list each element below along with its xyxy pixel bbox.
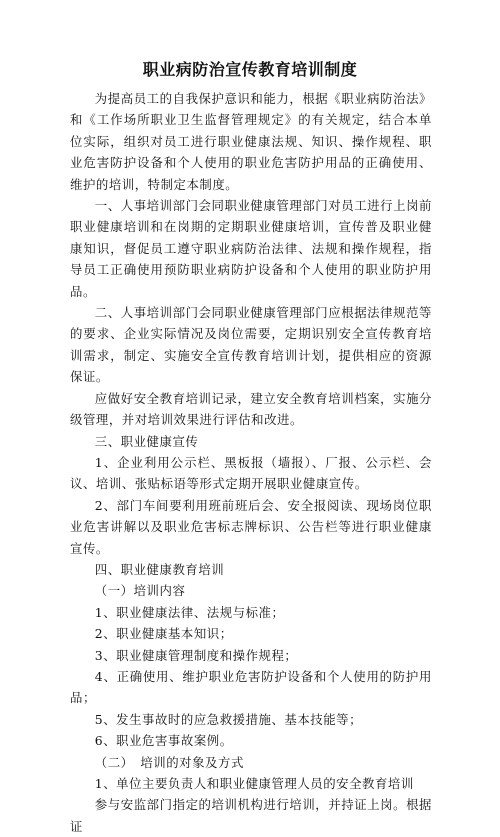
paragraph-intro: 为提高员工的自我保护意识和能力，根据《职业病防治法》和《工作场所职业卫生监督管理规定》的有关规定，结合本单位实际，组织对员工进行职业健康法规、知识、操作规程、职业危害防护设备和个人使用的职业危害防护用品的正确使用、维护的培训，特制定本制度。 (70, 91, 432, 192)
document-body (70, 88, 432, 837)
list-item-6: 6、职业危害事故案例。 (94, 733, 233, 749)
list-item-1: 1、职业健康法律、法规与标准； (94, 604, 285, 620)
list-item-4: 4、正确使用、维护职业危害防护设备和个人使用的防护用品； (70, 668, 432, 706)
heading-section-3: 三、职业健康宣传 (94, 433, 199, 449)
paragraph-section-1: 一、人事培训部门会同职业健康管理部门对员工进行上岗前职业健康培训和在岗期的定期职业健康培训，宣传普及职业健康知识，督促员工遵守职业病防治法律、法规和操作规程，指导员工正确使用预防职业病防护设备和个人使用的职业防护用品。 (70, 198, 432, 299)
list-item-5: 5、发生事故时的应急救援措施、基本技能等； (94, 711, 363, 727)
heading-section-4: 四、职业健康教育培训 (94, 561, 225, 577)
paragraph-targets-1-detail: 参与安监部门指定的培训机构进行培训，并持证上岗。根据证 (70, 797, 432, 834)
list-item-2: 2、职业健康基本知识； (94, 626, 233, 642)
subheading-content: （一）培训内容 (94, 583, 186, 599)
subheading-targets: （二） 培训的对象及方式 (94, 754, 244, 770)
paragraph-records: 应做好安全教育培训记录，建立安全教育培训档案，实施分级管理，并对培训效果进行评估和改进。 (70, 390, 432, 428)
document-title: 职业病防治宣传教育培训制度 (142, 60, 358, 79)
list-item-3: 3、职业健康管理制度和操作规程； (94, 647, 298, 663)
paragraph-3-2: 2、部门车间要利用班前班后会、安全报阅读、现场岗位职业危害讲解以及职业危害标志牌标识、公告栏等进行职业健康宣传。 (70, 497, 432, 556)
paragraph-3-1: 1、企业利用公示栏、黑板报（墙报）、厂报、公示栏、会议、培训、张贴标语等形式定期开展职业健康宣传。 (70, 454, 432, 492)
paragraph-targets-1: 1、单位主要负责人和职业健康管理人员的安全教育培训 (94, 776, 414, 791)
paragraph-section-2: 二、人事培训部门会同职业健康管理部门应根据法律规范等的要求、企业实际情况及岗位需要，定期识别安全宣传教育培训需求，制定、实施安全宣传教育培训计划，提供相应的资源保证。 (70, 305, 432, 385)
